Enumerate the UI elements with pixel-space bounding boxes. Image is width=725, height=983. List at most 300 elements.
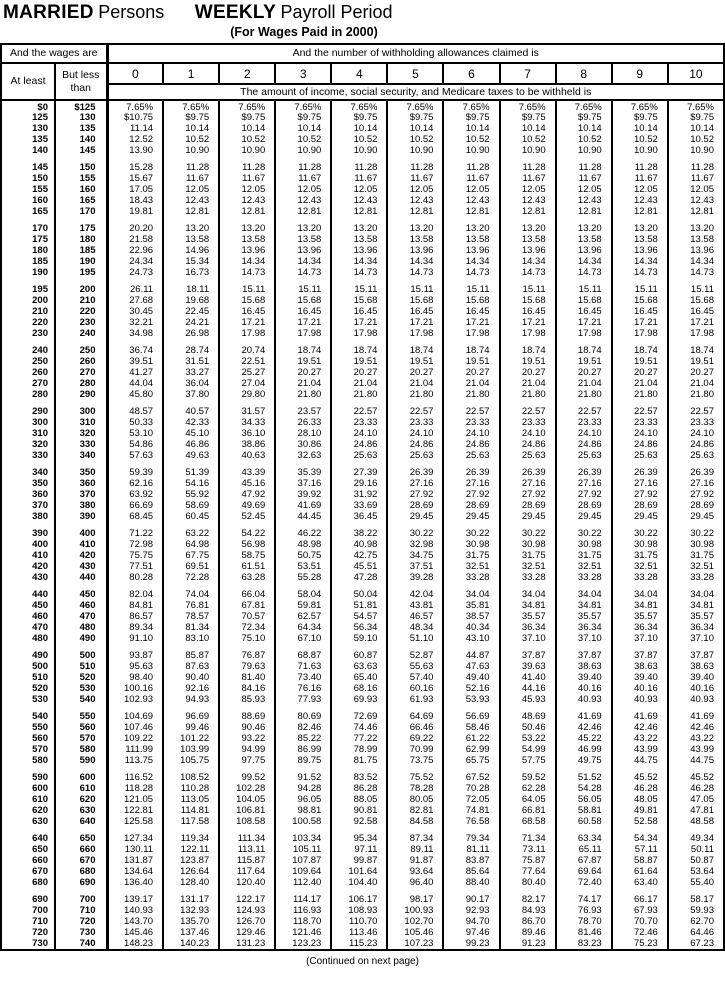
value-cell: 37.87: [500, 651, 556, 662]
value-cell: 21.04: [275, 379, 331, 390]
value-cell: 13.58: [163, 235, 219, 246]
value-cell: 51.39: [163, 468, 219, 479]
value-cell: 98.17: [387, 895, 443, 906]
value-cell: 64.05: [500, 795, 556, 806]
value-cell: 38.57: [443, 612, 499, 623]
but-less-cell: 155: [55, 174, 107, 185]
value-cell: 64.69: [387, 712, 443, 723]
table-row: [1, 712, 724, 723]
value-cell: 13.90: [107, 146, 163, 157]
value-cell: 28.69: [612, 501, 668, 512]
value-cell: 40.16: [612, 684, 668, 695]
value-cell: 7.65%: [556, 100, 612, 113]
value-cell: 19.51: [612, 357, 668, 368]
value-cell: 114.17: [275, 895, 331, 906]
value-cell: 12.43: [443, 196, 499, 207]
value-cell: 21.80: [668, 390, 724, 401]
value-cell: 14.96: [163, 246, 219, 257]
at-least-cell: 700: [1, 906, 55, 917]
value-cell: 45.52: [612, 773, 668, 784]
value-cell: 13.58: [219, 235, 275, 246]
value-cell: 27.92: [668, 490, 724, 501]
value-cell: 14.73: [500, 268, 556, 279]
value-cell: 21.80: [500, 390, 556, 401]
table-row: [1, 573, 724, 584]
value-cell: 126.64: [163, 867, 219, 878]
value-cell: 79.34: [443, 834, 499, 845]
value-cell: 11.67: [612, 174, 668, 185]
value-cell: 21.04: [387, 379, 443, 390]
table-row: [1, 756, 724, 767]
value-cell: 85.93: [219, 695, 275, 706]
value-cell: 24.10: [387, 429, 443, 440]
but-less-cell: 610: [55, 784, 107, 795]
value-cell: 67.87: [556, 856, 612, 867]
value-cell: 15.11: [331, 285, 387, 296]
value-cell: 72.46: [612, 928, 668, 939]
at-least-cell: 430: [1, 573, 55, 584]
value-cell: 10.52: [163, 135, 219, 146]
value-cell: 17.98: [331, 329, 387, 340]
value-cell: 24.10: [331, 429, 387, 440]
value-cell: 18.74: [387, 346, 443, 357]
value-cell: 38.63: [668, 662, 724, 673]
at-least-cell: 400: [1, 540, 55, 551]
value-cell: 25.63: [556, 451, 612, 462]
value-cell: 103.99: [163, 745, 219, 756]
value-cell: 87.34: [387, 834, 443, 845]
value-cell: 10.90: [500, 146, 556, 157]
value-cell: 12.05: [219, 185, 275, 196]
allowance-col-header: 9: [612, 63, 668, 84]
value-cell: 34.04: [556, 590, 612, 601]
header-row-columns: [1, 63, 724, 84]
but-less-cell: 690: [55, 878, 107, 889]
value-cell: 53.22: [500, 734, 556, 745]
value-cell: 12.05: [331, 185, 387, 196]
value-cell: 15.68: [275, 296, 331, 307]
table-row: [1, 590, 724, 601]
value-cell: 43.99: [668, 745, 724, 756]
value-cell: 61.64: [612, 867, 668, 878]
value-cell: 14.34: [668, 257, 724, 268]
at-least-cell: 250: [1, 357, 55, 368]
at-least-cell: 140: [1, 146, 55, 157]
value-cell: 53.10: [107, 429, 163, 440]
value-cell: 52.58: [612, 817, 668, 828]
value-cell: 45.10: [163, 429, 219, 440]
value-cell: 21.80: [556, 390, 612, 401]
value-cell: 77.51: [107, 562, 163, 573]
table-row: [1, 673, 724, 684]
value-cell: 14.34: [556, 257, 612, 268]
at-least-cell: 175: [1, 235, 55, 246]
value-cell: 37.10: [668, 634, 724, 645]
value-cell: 56.05: [556, 795, 612, 806]
value-cell: 49.75: [556, 756, 612, 767]
value-cell: 56.34: [331, 623, 387, 634]
but-less-cell: 530: [55, 684, 107, 695]
value-cell: 35.57: [500, 612, 556, 623]
value-cell: 7.65%: [163, 100, 219, 113]
value-cell: 34.04: [612, 590, 668, 601]
but-less-cell: 660: [55, 845, 107, 856]
value-cell: $9.75: [275, 113, 331, 124]
value-cell: 17.98: [443, 329, 499, 340]
at-least-cell: 680: [1, 878, 55, 889]
value-cell: 15.67: [107, 174, 163, 185]
value-cell: 13.20: [331, 224, 387, 235]
value-cell: 47.81: [668, 806, 724, 817]
value-cell: 67.93: [612, 906, 668, 917]
value-cell: 32.98: [387, 540, 443, 551]
value-cell: 99.23: [443, 939, 499, 950]
value-cell: 22.45: [163, 307, 219, 318]
value-cell: $9.75: [500, 113, 556, 124]
allowance-col-header: 0: [107, 63, 163, 84]
value-cell: 16.45: [331, 307, 387, 318]
value-cell: 24.86: [668, 440, 724, 451]
value-cell: 78.57: [163, 612, 219, 623]
value-cell: 32.51: [556, 562, 612, 573]
value-cell: 78.99: [331, 745, 387, 756]
value-cell: 67.81: [219, 601, 275, 612]
value-cell: 60.87: [331, 651, 387, 662]
value-cell: 73.75: [387, 756, 443, 767]
value-cell: 76.81: [163, 601, 219, 612]
table-row: [1, 551, 724, 562]
value-cell: 86.28: [331, 784, 387, 795]
value-cell: 45.52: [668, 773, 724, 784]
value-cell: 35.57: [612, 612, 668, 623]
value-cell: 63.63: [331, 662, 387, 673]
table-row: [1, 917, 724, 928]
value-cell: 18.74: [668, 346, 724, 357]
value-cell: 37.10: [612, 634, 668, 645]
value-cell: 12.05: [556, 185, 612, 196]
table-row: [1, 440, 724, 451]
value-cell: 82.46: [275, 723, 331, 734]
value-cell: 52.87: [387, 651, 443, 662]
value-cell: 30.22: [443, 529, 499, 540]
value-cell: 28.69: [556, 501, 612, 512]
but-less-cell: 400: [55, 529, 107, 540]
title-persons: Persons: [98, 2, 165, 22]
value-cell: 16.45: [668, 307, 724, 318]
but-less-cell: $125: [55, 100, 107, 113]
page-title: [0, 2, 725, 24]
value-cell: 83.23: [556, 939, 612, 950]
value-cell: 58.87: [612, 856, 668, 867]
value-cell: 68.16: [331, 684, 387, 695]
value-cell: 41.27: [107, 368, 163, 379]
value-cell: 13.58: [331, 235, 387, 246]
value-cell: 26.39: [612, 468, 668, 479]
value-cell: 62.70: [668, 917, 724, 928]
value-cell: 14.73: [331, 268, 387, 279]
value-cell: 95.34: [331, 834, 387, 845]
value-cell: 13.96: [612, 246, 668, 257]
value-cell: 34.75: [387, 551, 443, 562]
but-less-cell: 340: [55, 451, 107, 462]
value-cell: 12.43: [275, 196, 331, 207]
value-cell: 91.52: [275, 773, 331, 784]
value-cell: 81.11: [443, 845, 499, 856]
at-least-cell: 210: [1, 307, 55, 318]
value-cell: 63.92: [107, 490, 163, 501]
at-least-cell: 165: [1, 207, 55, 218]
value-cell: 19.51: [387, 357, 443, 368]
table-row: [1, 634, 724, 645]
value-cell: 53.93: [443, 695, 499, 706]
but-less-cell: 510: [55, 662, 107, 673]
table-row: [1, 100, 724, 113]
value-cell: 73.11: [500, 845, 556, 856]
table-row: [1, 878, 724, 889]
value-cell: 73.40: [275, 673, 331, 684]
value-cell: 77.22: [331, 734, 387, 745]
value-cell: 17.21: [331, 318, 387, 329]
value-cell: 36.34: [668, 623, 724, 634]
value-cell: 22.57: [387, 407, 443, 418]
value-cell: 17.98: [612, 329, 668, 340]
value-cell: 30.22: [500, 529, 556, 540]
but-less-cell: 280: [55, 379, 107, 390]
allowance-col-header: 8: [556, 63, 612, 84]
value-cell: 135.70: [163, 917, 219, 928]
value-cell: 37.87: [612, 651, 668, 662]
value-cell: 59.10: [331, 634, 387, 645]
value-cell: 62.28: [500, 784, 556, 795]
value-cell: 25.63: [331, 451, 387, 462]
value-cell: 27.92: [556, 490, 612, 501]
value-cell: 72.05: [443, 795, 499, 806]
value-cell: 44.75: [668, 756, 724, 767]
value-cell: 33.28: [612, 573, 668, 584]
value-cell: 25.63: [387, 451, 443, 462]
value-cell: 12.81: [387, 207, 443, 218]
value-cell: 26.39: [443, 468, 499, 479]
value-cell: 11.67: [556, 174, 612, 185]
value-cell: 35.81: [443, 601, 499, 612]
value-cell: 21.04: [612, 379, 668, 390]
value-cell: 41.69: [556, 712, 612, 723]
value-cell: 140.93: [107, 906, 163, 917]
value-cell: 23.57: [275, 407, 331, 418]
value-cell: 104.69: [107, 712, 163, 723]
table-row: [1, 285, 724, 296]
at-least-cell: 160: [1, 196, 55, 207]
value-cell: 14.34: [275, 257, 331, 268]
value-cell: 41.69: [612, 712, 668, 723]
at-least-cell: 660: [1, 856, 55, 867]
value-cell: 54.28: [556, 784, 612, 795]
value-cell: 33.27: [163, 368, 219, 379]
value-cell: 7.65%: [500, 100, 556, 113]
title-payroll-period: Payroll Period: [280, 2, 393, 22]
value-cell: 17.21: [443, 318, 499, 329]
value-cell: 10.90: [443, 146, 499, 157]
table-row: [1, 174, 724, 185]
value-cell: 41.69: [668, 712, 724, 723]
value-cell: 34.81: [668, 601, 724, 612]
value-cell: 84.58: [387, 817, 443, 828]
value-cell: 50.04: [331, 590, 387, 601]
value-cell: 70.28: [443, 784, 499, 795]
value-cell: 143.70: [107, 917, 163, 928]
but-less-cell: 135: [55, 124, 107, 135]
at-least-cell: 640: [1, 834, 55, 845]
value-cell: 119.34: [163, 834, 219, 845]
value-cell: 88.40: [443, 878, 499, 889]
value-cell: 68.87: [275, 651, 331, 662]
value-cell: 13.20: [443, 224, 499, 235]
value-cell: 15.11: [612, 285, 668, 296]
at-least-cell: 380: [1, 512, 55, 523]
value-cell: 36.45: [331, 512, 387, 523]
table-row: [1, 895, 724, 906]
table-row: [1, 501, 724, 512]
value-cell: 15.11: [387, 285, 443, 296]
value-cell: 36.34: [612, 623, 668, 634]
allowances-claimed-header: And the number of withholding allowances claimed is: [107, 44, 724, 63]
value-cell: 42.04: [387, 590, 443, 601]
value-cell: 121.05: [107, 795, 163, 806]
value-cell: 53.64: [668, 867, 724, 878]
value-cell: 27.16: [500, 479, 556, 490]
value-cell: 99.46: [163, 723, 219, 734]
value-cell: 125.58: [107, 817, 163, 828]
value-cell: 27.68: [107, 296, 163, 307]
value-cell: 94.93: [163, 695, 219, 706]
value-cell: 12.81: [500, 207, 556, 218]
value-cell: 14.34: [219, 257, 275, 268]
value-cell: 98.40: [107, 673, 163, 684]
value-cell: 145.46: [107, 928, 163, 939]
but-less-cell: 420: [55, 551, 107, 562]
amount-withheld-header: The amount of income, social security, and Medicare taxes to be withheld is: [107, 84, 724, 100]
value-cell: 29.45: [556, 512, 612, 523]
but-less-cell: 480: [55, 623, 107, 634]
value-cell: 90.81: [331, 806, 387, 817]
value-cell: 10.14: [331, 124, 387, 135]
value-cell: 48.57: [107, 407, 163, 418]
value-cell: 13.20: [275, 224, 331, 235]
value-cell: 31.75: [500, 551, 556, 562]
at-least-cell: 290: [1, 407, 55, 418]
table-row: [1, 784, 724, 795]
value-cell: 12.43: [219, 196, 275, 207]
value-cell: 49.40: [443, 673, 499, 684]
value-cell: 27.16: [387, 479, 443, 490]
value-cell: 30.22: [668, 529, 724, 540]
value-cell: 116.93: [275, 906, 331, 917]
value-cell: 74.46: [331, 723, 387, 734]
value-cell: 17.21: [612, 318, 668, 329]
value-cell: 47.63: [443, 662, 499, 673]
value-cell: 14.73: [556, 268, 612, 279]
at-least-cell: 620: [1, 806, 55, 817]
value-cell: 11.67: [443, 174, 499, 185]
at-least-cell: 370: [1, 501, 55, 512]
value-cell: 57.11: [612, 845, 668, 856]
value-cell: 27.16: [668, 479, 724, 490]
value-cell: 102.93: [107, 695, 163, 706]
value-cell: 49.81: [612, 806, 668, 817]
value-cell: 22.57: [500, 407, 556, 418]
but-less-cell: 490: [55, 634, 107, 645]
value-cell: 40.34: [443, 623, 499, 634]
value-cell: 76.93: [556, 906, 612, 917]
value-cell: 33.69: [331, 501, 387, 512]
value-cell: 23.33: [331, 418, 387, 429]
value-cell: 13.58: [668, 235, 724, 246]
table-row: [1, 407, 724, 418]
value-cell: 7.65%: [275, 100, 331, 113]
value-cell: 93.22: [219, 734, 275, 745]
value-cell: 20.27: [668, 368, 724, 379]
value-cell: 34.33: [219, 418, 275, 429]
value-cell: 23.33: [556, 418, 612, 429]
value-cell: 37.10: [500, 634, 556, 645]
value-cell: 10.52: [612, 135, 668, 146]
value-cell: 89.75: [275, 756, 331, 767]
at-least-cell: 155: [1, 185, 55, 196]
value-cell: 15.11: [500, 285, 556, 296]
value-cell: 13.20: [163, 224, 219, 235]
at-least-cell: 150: [1, 174, 55, 185]
value-cell: 18.74: [556, 346, 612, 357]
value-cell: 24.86: [612, 440, 668, 451]
value-cell: 94.70: [443, 917, 499, 928]
value-cell: 17.98: [500, 329, 556, 340]
at-least-cell: 650: [1, 845, 55, 856]
at-least-cell: 570: [1, 745, 55, 756]
value-cell: 57.75: [500, 756, 556, 767]
value-cell: 13.58: [612, 235, 668, 246]
value-cell: 16.45: [443, 307, 499, 318]
value-cell: 74.17: [556, 895, 612, 906]
at-least-cell: 510: [1, 673, 55, 684]
table-row: [1, 207, 724, 218]
value-cell: 53.51: [275, 562, 331, 573]
value-cell: 79.63: [219, 662, 275, 673]
table-row: [1, 612, 724, 623]
value-cell: 37.16: [275, 479, 331, 490]
value-cell: 48.58: [668, 817, 724, 828]
value-cell: 27.39: [331, 468, 387, 479]
value-cell: 42.46: [556, 723, 612, 734]
value-cell: 22.51: [219, 357, 275, 368]
value-cell: 20.27: [612, 368, 668, 379]
value-cell: 10.14: [163, 124, 219, 135]
value-cell: 37.10: [556, 634, 612, 645]
value-cell: 76.16: [275, 684, 331, 695]
value-cell: 10.52: [668, 135, 724, 146]
value-cell: 14.73: [219, 268, 275, 279]
value-cell: 137.46: [163, 928, 219, 939]
but-less-cell: 620: [55, 795, 107, 806]
value-cell: 123.87: [163, 856, 219, 867]
value-cell: 84.93: [500, 906, 556, 917]
value-cell: 56.98: [219, 540, 275, 551]
value-cell: 28.10: [275, 429, 331, 440]
at-least-cell: 350: [1, 479, 55, 490]
table-row: [1, 562, 724, 573]
value-cell: 134.64: [107, 867, 163, 878]
value-cell: 72.34: [219, 623, 275, 634]
value-cell: 17.98: [668, 329, 724, 340]
